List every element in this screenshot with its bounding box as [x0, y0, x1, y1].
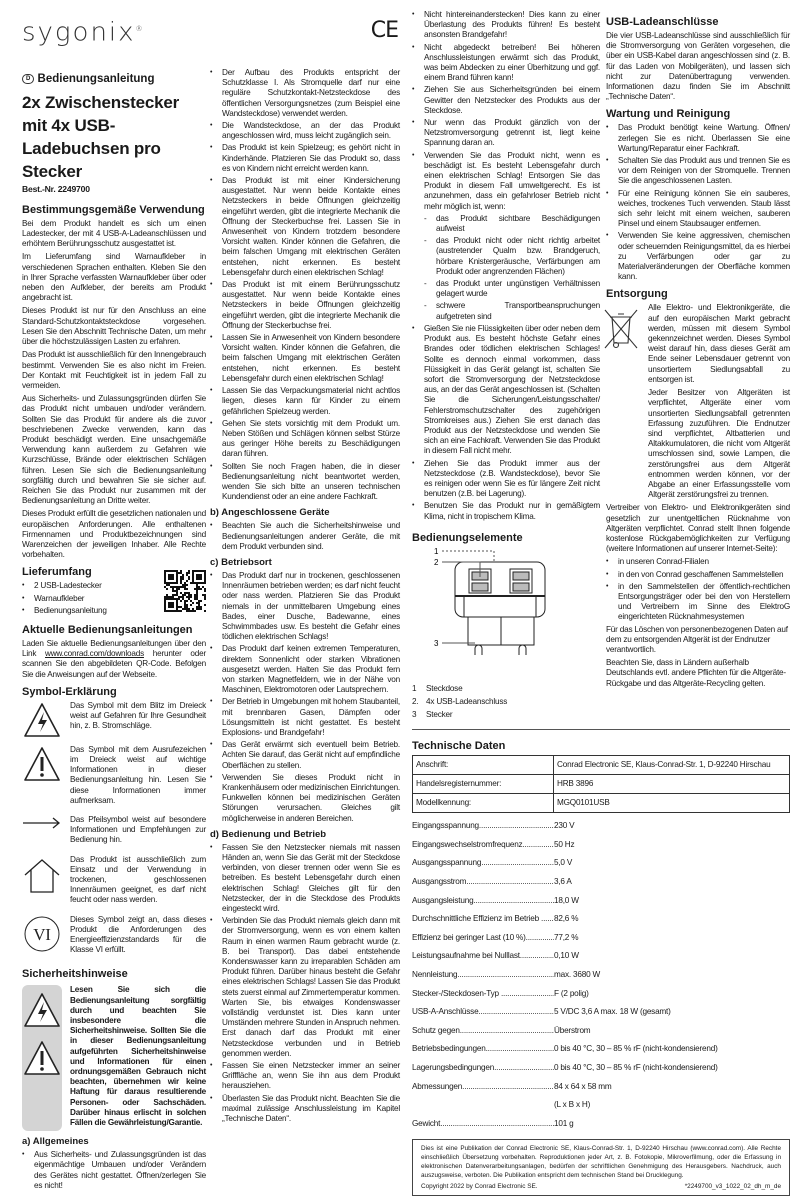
safety-item: • Das Produkt darf keinen extremen Temperaturen, direktem Sonnenlicht oder starken Vibrationen ausgesetzt werden. Halten Sie das Produkt fern von starken Magnetfeldern, wie in der Nähe von Maschinen, Elektromotoren oder Lautsprechern. [210, 644, 400, 695]
delivery-item: • Warnaufkleber [22, 594, 142, 604]
spec-label: Eingangsspannung ..... [412, 821, 554, 831]
delivery-section [22, 566, 206, 618]
table-row [413, 756, 790, 775]
warning-icon-panel [22, 985, 62, 1131]
exclamation-triangle-icon [22, 1039, 62, 1077]
order-number: Best.-Nr. 2249700 [22, 183, 90, 194]
column-2 [210, 68, 400, 1126]
table-label: Modellkennung: [413, 794, 554, 813]
symbol-row [22, 915, 206, 959]
safety-item: • Das Produkt ist mit einer Kindersicherung ausgestattet. Nur wenn beide Kontakte eines Netzsteckers in beide Öffnungen gleichzeitig eingeführt werden, gibt die integrierte Mechanik die Öffnung der Steckerbuchse frei. Lassen Sie in Anwesenheit von Kindern trotzdem besondere Vorsicht walten. Kinder können die Gefahren, die beim falschen Umgang mit elektrischen Geräten entstehen, nicht erkennen. Es besteht Lebensgefahr durch einen elektrischen Schlag! [210, 176, 400, 278]
callout-3: 3 [434, 638, 439, 648]
product-title: 2x Zwischenstecker mit 4x USB-Ladebuchsen pro Stecker [22, 92, 180, 181]
maintenance-heading: Wartung und Reinigung [606, 108, 731, 121]
safety-item: • Benutzen Sie das Produkt nur in gemäßigtem Klima, nicht in tropischem Klima. [412, 501, 600, 521]
delivery-item: • 2 USB-Ladestecker [22, 581, 142, 591]
operating-location-heading: c) Betriebsort [210, 556, 272, 568]
arrow-right-icon [22, 815, 62, 835]
spec-row [412, 947, 790, 966]
safety-item: • Verwenden Sie das Produkt nicht, wenn es beschädigt ist. Es besteht Lebensgefahr durch einen elektrischen Schlag! Entsorgen Sie das Produkt in diesem Fall umweltgerecht. Es ist anzunehmen, dass ein gefahrloser Betrieb nicht mehr möglich ist, wenn: [412, 151, 600, 212]
safety-item: • Nicht hintereinanderstecken! Dies kann zu einer Überlastung des Produkts führen! Es besteht ansonsten Brandgefahr! [412, 10, 600, 41]
legend-item [412, 684, 600, 694]
list [606, 123, 790, 282]
delivery-heading: Lieferumfang [22, 566, 92, 579]
manuals-text [22, 639, 206, 680]
symbols-section [22, 686, 206, 959]
logo-text: sygonix [22, 17, 136, 48]
legend-label: Steckdose [426, 683, 463, 693]
spec-label: Durchschnittliche Effizienz im Betrieb ..... [412, 914, 554, 924]
spec-value: 77,2 % [554, 932, 579, 942]
legend-num: 2. [412, 697, 419, 707]
spec-label: Schutz gegen ..... [412, 1026, 554, 1036]
safety-item: • Nur wenn das Produkt gänzlich von der Netzstromversorgung getrennt ist, liegt keine Spannung daran an. [412, 118, 600, 149]
spec-row [412, 1059, 790, 1078]
legend-item [412, 710, 600, 720]
safety-warning-box [22, 985, 206, 1131]
safety-item: • Fassen Sie einen Netzstecker immer an seiner Grifffläche an, wenn Sie ihn aus dem Produkt herausziehen. [210, 1061, 400, 1092]
symbol-row [22, 855, 206, 909]
usb-heading: USB-Ladeanschlüsse [606, 16, 719, 28]
delivery-item: • Bedienungsanleitung [22, 606, 142, 616]
usb-text: Die vier USB-Ladeanschlüsse sind ausschließlich für die Stromversorgung von Geräten vorgesehen, die über ein USB-Kabel daran angeschlossen sind (z. B. für das Laden von Mobilgeräten), und lassen sich nicht zur Datenübertragung verwenden. Informationen dazu finden Sie im Abschnitt „Technische Daten“. [606, 31, 790, 102]
spec-value: (L x B x H) [554, 1100, 591, 1110]
legend-label: Stecker [426, 710, 453, 720]
spec-row [412, 910, 790, 929]
list [412, 10, 600, 212]
tech-heading: Technische Daten [412, 740, 506, 752]
weee-bin-icon [602, 307, 640, 351]
safety-item: • Der Aufbau des Produkts entspricht der Schutzklasse I. Als Stromquelle darf nur eine reguläre Schutzkontakt-Netzsteckdose des öffentlichen Versorgungsnetzes (zum Beispiel eine Wandsteckdose) verwendet werden. [210, 68, 400, 119]
callout-2: 2 [434, 557, 439, 567]
safety-item: • Sollten Sie noch Fragen haben, die in dieser Bedienungsanleitung nicht beantwortet werden, wenden Sie sich bitte an unseren technischen Kundendienst oder an eine andere Fachkraft. [210, 462, 400, 503]
spec-label: Betriebsbedingungen ..... [412, 1044, 554, 1054]
condition-item: - das Produkt nicht oder nicht richtig arbeitet (austretender Qualm bzw. Brandgeruch, hörbare Knistergeräusche, Verfärbungen am Produkt oder angrenzenden Flächen) [424, 236, 600, 277]
spec-value: 50 Hz [554, 839, 575, 849]
symbol-text: Das Produkt ist ausschließlich zum Einsatz und der Verwendung in trockenen, geschlossenen Innenräumen geeignet, es darf nicht feucht oder nass werden. [70, 854, 206, 905]
maintenance-item: • Für eine Reinigung können Sie ein sauberes, weiches, trockenes Tuch verwenden. Staub lässt sich sehr leicht mit einem weichen, sauberen Pinsel und einem Staubsauger entfernen. [606, 189, 790, 230]
spec-label: Gewicht ..... [412, 1119, 554, 1129]
column-3 [412, 10, 600, 721]
table-value: MGQ0101USB [554, 794, 790, 813]
list [606, 557, 790, 622]
safety-item: • Das Produkt darf nur in trockenen, geschlossenen Innenräumen betrieben werden; es darf nicht feucht oder nass werden. Platzieren Sie das Produkt niemals in der unmittelbaren Umgebung eines Bades, einer Dusche, Badewanne, eines Schwimmbades usw. Es besteht die Gefahr eines tödlichen elektrischen Schlags! [210, 571, 400, 642]
exclamation-triangle-icon [22, 745, 62, 783]
spec-row-continued [412, 1096, 790, 1115]
copyright: Copyright 2022 by Conrad Electronic SE. [421, 1183, 538, 1191]
safety-item: • Beachten Sie auch die Sicherheitshinweise und Bedienungsanleitungen anderer Geräte, die mit dem Produkt verbunden sind. [210, 521, 400, 552]
manuals-heading: Aktuelle Bedienungsanleitungen [22, 623, 193, 636]
symbol-text: Das Symbol mit dem Ausrufezeichen im Dreieck weist auf wichtige Informationen in dieser Bedienungsanleitung hin. Lesen Sie diese Informationen immer aufmerksam. [70, 744, 206, 805]
spec-value: 230 V [554, 821, 575, 831]
tech-info-table [412, 755, 790, 813]
spec-row [412, 836, 790, 855]
safety-warning-text: Lesen Sie sich die Bedienungsanleitung sorgfältig durch und beachten Sie insbesondere die Sicherheitshinweise. Sollten Sie die in dieser Bedienungsanleitung aufgeführten Sicherheitshinweise und Informationen für einen ordnungsgemäßen Gebrauch nicht beachten, übernehmen wir keine Haftung für daraus resultierende Personen- oder Sachschäden. Darüber hinaus erlischt in solchen Fällen die Gewährleistung/Garantie. [70, 985, 206, 1128]
paragraph: Das Produkt ist ausschließlich für den Innengebrauch bestimmt. Verwenden Sie es also nicht im Freien. Der Kontakt mit Feuchtigkeit ist in jedem Fall zu vermeiden. [22, 350, 206, 390]
spec-row [412, 1115, 790, 1134]
spec-row [412, 854, 790, 873]
spec-value: 84 x 64 x 58 mm [554, 1081, 612, 1091]
safety-item: • Gehen Sie stets vorsichtig mit dem Produkt um. Neben Stößen und Schlägen können selbst Stürze aus geringer Höhe bereits zu Beschädigungen daran führen. [210, 419, 400, 460]
symbol-row [22, 745, 206, 809]
safety-item: • Ziehen Sie aus Sicherheitsgründen bei einem Gewitter den Netzstecker des Produkts aus der Steckdose. [412, 85, 600, 116]
safety-heading: Sicherheitshinweise [22, 968, 128, 981]
spec-label: USB-A-Anschlüsse ..... [412, 1007, 554, 1017]
legend-item [412, 697, 600, 707]
safety-item: • Der Betrieb in Umgebungen mit hohem Staubanteil, mit brennbaren Gasen, Dämpfen oder Lösungsmitteln ist nicht gestattet. Es besteht Explosions- und Brandgefahr! [210, 697, 400, 738]
list [210, 843, 400, 1124]
spec-row [412, 929, 790, 948]
spec-row [412, 873, 790, 892]
legend-label: 4x USB-Ladeanschluss [426, 697, 508, 707]
table-label: Anschrift: [413, 756, 554, 775]
spec-label: Stecker-/Steckdosen-Typ ..... [412, 989, 554, 999]
safety-item: • Die Wandsteckdose, an der das Produkt angeschlossen wird, muss leicht zugänglich sein. [210, 121, 400, 141]
safety-item: • Verwenden Sie dieses Produkt nicht in Krankenhäusern oder medizinischen Einrichtungen. Funkwellen können bei medizinischen Geräten Störungen verursachen. Gleiches gilt möglicherweise in anderen Bereichen. [210, 773, 400, 824]
qr-code[interactable] [164, 570, 206, 612]
connected-devices-heading: b) Angeschlossene Geräte [210, 507, 330, 519]
controls-section [412, 532, 600, 721]
spec-value: 0 bis 40 °C, 30 – 85 % rF (nicht-kondensierend) [554, 1044, 718, 1054]
safety-item: • Lassen Sie in Anwesenheit von Kindern besondere Vorsicht walten. Kinder können die Gefahren, die beim falschen Umgang mit elektrischen Geräten entstehen, nicht erkennen. Es besteht Lebensgefahr durch einen elektrischen Schlag! [210, 333, 400, 384]
table-row [413, 794, 790, 813]
doc-type-heading [22, 72, 206, 87]
spec-value: 101 g [554, 1118, 574, 1128]
footer-text: Dies ist eine Publikation der Conrad Electronic SE, Klaus-Conrad-Str. 1, D-92240 Hirschau (www.conrad.com). Alle Rechte einschließlich Übersetzung vorbehalten. Reproduktionen jeder Art, z. B. Fotokopie, Mikroverfilmung, oder die Erfassung in elektronischen Datenverarbeitungsanlagen, bedürfen der schriftlichen Genehmigung des Herausgebers. Nachdruck, auch auszugsweise, verboten. Die Publikation entspricht dem technischen Stand bei Drucklegung. [421, 1145, 781, 1180]
spec-label: Abmessungen ..... [412, 1082, 554, 1092]
product-diagram [412, 547, 600, 655]
disposal-text: Vertreiber von Elektro- und Elektronikgeräten sind gesetzlich zur unentgeltlichen Rücknahme von Altgeräten verpflichtet. Conrad stellt Ihnen folgende kostenlose Rückgabemöglichkeiten zur Verfügung (weitere Informationen auf unserer Internet-Seite): [606, 503, 790, 554]
safety-item: • Das Gerät erwärmt sich eventuell beim Betrieb. Achten Sie darauf, das Gerät nicht auf empfindliche Oberflächen zu stellen. [210, 740, 400, 771]
disposal-text: Alle Elektro- und Elektronikgeräte, die auf den europäischen Markt gebracht werden, müssen mit diesem Symbol gekennzeichnet werden. Dieses Symbol weist darauf hin, dass dieses Gerät am Ende seiner Lebensdauer getrennt von unsortiertem Siedlungsabfall zu entsorgen ist. [648, 303, 790, 384]
language-badge: D [22, 74, 34, 84]
disposal-text: Beachten Sie, dass in Ländern außerhalb Deutschlands evtl. andere Pflichten für die Altgeräte-Rückgabe und das Altgeräte-Recycling gelten. [606, 658, 786, 688]
general-heading: a) Allgemeines [22, 1136, 89, 1148]
spec-label: Nennleistung ..... [412, 970, 554, 980]
brand-row [22, 14, 398, 48]
safety-item: • Aus Sicherheits- und Zulassungsgründen ist das eigenmächtige Umbauen und/oder Verändern des Gerätes nicht gestattet. Öffnen/zerlegen Sie es nicht! [22, 1150, 206, 1191]
spec-row [412, 966, 790, 985]
callout-1: 1 [434, 546, 439, 556]
lightning-triangle-icon [22, 991, 62, 1029]
safety-item: • Das Produkt ist kein Spielzeug; es gehört nicht in Kinderhände. Platzieren Sie das Produkt so, dass es von Kindern nicht erreicht werden kann. [210, 143, 400, 174]
spec-label: Effizienz bei geringer Last (10 %) ..... [412, 933, 554, 943]
tech-data-section [412, 729, 790, 1196]
symbol-row [22, 815, 206, 849]
controls-heading: Bedienungselemente [412, 531, 523, 544]
list [22, 1150, 206, 1191]
condition-item: - das Produkt sichtbare Beschädigungen aufweist [424, 214, 600, 234]
spec-row [412, 1003, 790, 1022]
spec-label: Eingangswechselstromfrequenz ..... [412, 840, 554, 850]
list [210, 571, 400, 824]
list [22, 581, 142, 616]
condition-item: - das Produkt unter ungünstigen Verhältnissen gelagert wurde [424, 279, 600, 299]
efficiency-class-vi-icon [22, 915, 62, 953]
spec-label: Ausgangsleistung ..... [412, 896, 554, 906]
safety-item: • Lassen Sie das Verpackungsmaterial nicht achtlos liegen, dieses kann für Kinder zu einem gefährlichen Spielzeug werden. [210, 386, 400, 417]
spec-label: Leistungsaufnahme bei Nulllast ..... [412, 951, 554, 961]
vi-label: VI [33, 924, 51, 944]
safety-item: • Ziehen Sie das Produkt immer aus der Netzsteckdose (z.B. Wandsteckdose), bevor Sie es reinigen oder wenn Sie es für längere Zeit nicht benutzen (z.B. bei Lagerung). [412, 459, 600, 500]
spec-row [412, 817, 790, 836]
disposal-text: Jeder Besitzer von Altgeräten ist verpflichtet, Altgeräte einer vom unsortierten Siedlungsabfall getrennten Erfassung zuzuführen. Die Endnutzer sind verpflichtet, Altbatterien und Altakkumulatoren, die nicht vom Altgerät umschlossen sind, sowie Lampen, die zerstörungsfrei aus dem Altgerät entnommen werden können, vor der Abgabe an einer Erfassungsstelle vom Altgerät zerstörungsfrei zu trennen. [648, 388, 790, 500]
return-option: • in den Sammelstellen der öffentlich-rechtlichen Entsorgungsträger oder bei den von Herstellern und Vertreibern im Sinne des ElektroG eingerichteten Rücknahmesystemen [606, 582, 790, 623]
list [412, 324, 600, 522]
safety-item: • Verbinden Sie das Produkt niemals gleich dann mit der Stromversorgung, wenn es von einem kalten Raum in einen warmen Raum gebracht wurde (z. B. bei Transport). Das dabei entstehende Kondenswasser kann zu irreparablen Schäden am Produkt führen. Darüber hinaus besteht die Gefahr eines elektrischen Schlags! Lassen Sie das Produkt stets zuerst einmal auf Zimmertemperatur kommen. Warten Sie, bis etwaiges Kondenswasser vollständig verdunstet ist. Dies kann unter Umständen mehrere Stunden in Anspruch nehmen. Erst danach darf das Produkt mit einer Netzsteckdose verbunden und in Betrieb genommen werden. [210, 916, 400, 1059]
table-value: Conrad Electronic SE, Klaus-Conrad-Str. 1, D-92240 Hirschau [554, 756, 790, 775]
spec-row [412, 1040, 790, 1059]
return-option: • in unseren Conrad-Filialen [606, 557, 790, 567]
spec-value: 0,10 W [554, 951, 579, 961]
return-option: • in den von Conrad geschaffenen Sammelstellen [606, 570, 790, 580]
disposal-heading: Entsorgung [606, 288, 668, 301]
spec-value: 0 bis 40 °C, 30 – 85 % rF (nicht-kondensierend) [554, 1062, 718, 1072]
legend-num: 1 [412, 683, 417, 693]
lightning-triangle-icon [22, 701, 62, 739]
manuals-text-1: Laden Sie aktuelle Bedienungsanleitungen über den Link [22, 638, 206, 659]
column-4 [606, 16, 790, 692]
paragraph: Im Lieferumfang sind Warnaufkleber in verschiedenen Sprachen enthalten. Kleben Sie den in Ihrer Sprache verfassten Warnaufkleber über oder neben den Aufkleber, der bereits am Produkt angebracht ist. [22, 252, 206, 303]
spec-row [412, 891, 790, 910]
manuals-text-2: herunter oder scannen Sie den abgebildeten QR-Code. Befolgen Sie die Anweisungen auf der Webseite. [22, 649, 206, 679]
footer-bottom [421, 1182, 781, 1191]
table-value: HRB 3896 [554, 775, 790, 794]
condition-item: - schwere Transportbeanspruchungen aufgetreten sind [424, 301, 600, 321]
list [210, 521, 400, 552]
safety-item: • Überlasten Sie das Produkt nicht. Beachten Sie die maximal zulässige Anschlussleistung im Kapitel „Technische Daten“. [210, 1094, 400, 1125]
spec-value: 18,0 W [554, 895, 579, 905]
disposal-text: Für das Löschen von personenbezogenen Daten auf dem zu entsorgenden Altgerät ist der Endnutzer verantwortlich. [606, 624, 788, 654]
safety-item: • Nicht abgedeckt betreiben! Bei höheren Anschlussleistungen erwärmt sich das Produkt, was beim Abdecken zu einer Überhitzung und ggf. einem Brand führen kann! [412, 43, 600, 84]
spec-row [412, 984, 790, 1003]
paragraph: Aus Sicherheits- und Zulassungsgründen dürfen Sie das Produkt nicht umbauen und/oder verändern. Sollten Sie das Produkt für andere als die zuvor beschriebenen Zwecke verwenden, kann das Produkt beschädigt werden. Eine unsachgemäße Verwendung kann außerdem zu Gefahren wie Kurzschlüsse, Brände oder elektrischen Schlägen führen. Lesen Sie sich die Bedienungsanleitung sorgfältig durch und bewahren Sie sie sicher auf. Reichen Sie das Produkt nur zusammen mit der Bedienungsanleitung an Dritte weiter. [22, 394, 206, 506]
manuals-section [22, 624, 206, 680]
safety-item: • Gießen Sie nie Flüssigkeiten über oder neben dem Produkt aus. Es besteht höchste Gefahr eines Brandes oder tödlichen elektrischen Schlages! Sollte es dennoch einmal vorkommen, dass Flüssigkeit in das Gerät gelangt ist, schalten Sie sofort die Stromversorgung der Netzsteckdose aus, an der das Gerät angeschlossen ist. (Schalten Sie die Sicherungen/Leistungsschalter/ Fehlerstromschutzschalter des zugehörigen Stromkreises aus.) Ziehen Sie erst danach das Produkt aus der Netzsteckdose und wenden Sie sich an eine Fachkraft. Verwenden Sie das Produkt in diesem Fall nicht mehr. [412, 324, 600, 457]
spec-value: 5,0 V [554, 858, 573, 868]
symbols-heading: Symbol-Erklärung [22, 685, 117, 698]
downloads-link[interactable]: www.conrad.com/downloads [45, 649, 144, 659]
intended-use-heading: Bestimmungsgemäße Verwendung [22, 203, 205, 216]
operation-heading: d) Bedienung und Betrieb [210, 828, 327, 840]
sygonix-logo: sygonix® [22, 17, 145, 48]
paragraph: Dieses Produkt erfüllt die gesetzlichen nationalen und europäischen Anforderungen. Alle enthaltenen Firmennamen und Produktbezeichnungen sind Warenzeichen der jeweiligen Inhaber. Alle Rechte vorbehalten. [22, 509, 207, 560]
safety-section [22, 968, 206, 1191]
list [22, 219, 206, 561]
spec-list [412, 817, 790, 1133]
spec-value: 5 V/DC 3,6 A max. 18 W (gesamt) [554, 1007, 671, 1017]
indoor-house-icon [22, 855, 62, 895]
maintenance-item: • Schalten Sie das Produkt aus und trennen Sie es vor dem Reinigen von der Stromquelle. Trennen Sie die angeschlossenen Lasten. [606, 156, 790, 187]
spec-value: F (2 polig) [554, 988, 589, 998]
spec-label: Ausgangsstrom ..... [412, 877, 554, 887]
symbol-text: Das Pfeilsymbol weist auf besondere Informationen und Empfehlungen zur Bedienung hin. [70, 815, 206, 845]
paragraph: Dieses Produkt ist nur für den Anschluss an eine Standard-Schutzkontaktsteckdose vorgesehen. Lesen Sie den Abschnitt Technische Daten, um mehr über die höchstzulässigen Lasten zu erfahren. [22, 306, 206, 347]
spec-value: max. 3680 W [554, 969, 601, 979]
list [424, 214, 600, 322]
spec-row [412, 1022, 790, 1041]
spec-value: Überstrom [554, 1025, 591, 1035]
spec-row [412, 1077, 790, 1096]
ce-mark: CE [370, 17, 398, 43]
doc-type: Bedienungsanleitung [37, 72, 155, 85]
publisher-footer [412, 1139, 790, 1196]
legend-num: 3 [412, 710, 417, 720]
list [210, 68, 400, 502]
safety-item: • Fassen Sie den Netzstecker niemals mit nassen Händen an, wenn Sie das Gerät mit der Steckdose verbinden, von dieser trennen oder wenn Sie es betreiben. Es besteht Lebensgefahr durch einen elektrischen Schlag! Gleiches gilt für den Netzstecker, der in die Steckdose des Produkts eingesteckt wird. [210, 843, 400, 914]
spec-value: 82,6 % [554, 914, 579, 924]
symbol-text: Dieses Symbol zeigt an, dass dieses Produkt die Anforderungen des Energieeffizienzstandards für die Klasse VI erfüllt. [70, 914, 206, 955]
safety-item: • Das Produkt ist mit einem Berührungsschutz ausgestattet. Nur wenn beide Kontakte eines Netzsteckers in beide Öffnungen gleichzeitig eingeführt werden, gibt die integrierte Mechanik die Öffnung der Steckerbuchse frei. [210, 280, 400, 331]
spec-value: 3,6 A [554, 876, 572, 886]
maintenance-item: • Das Produkt benötigt keine Wartung. Öffnen/ zerlegen Sie es nicht. Überlassen Sie eine Wartung/Reparatur einer Fachkraft. [606, 123, 790, 154]
doc-code: *2249700_v3_1022_02_dh_m_de [684, 1183, 781, 1191]
paragraph: Bei dem Produkt handelt es sich um einen Ladestecker, der mit 4 USB-A-Ladeanschlüssen und erhöhtem Berührungsschutz ausgestattet ist. [22, 218, 206, 249]
table-label: Handelsregisternummer: [413, 775, 554, 794]
table-row [413, 775, 790, 794]
symbol-text: Das Symbol mit dem Blitz im Dreieck weist auf Gefahren für Ihre Gesundheit hin, z. B. Stromschläge. [70, 700, 206, 731]
spec-label: Lagerungsbedingungen ..... [412, 1063, 554, 1073]
maintenance-item: • Verwenden Sie keine aggressiven, chemischen oder scheuernden Reinigungsmittel, da es hierbei zu Verfärbungen oder gar zu Materialveränderungen der Oberfläche kommen kann. [606, 231, 790, 282]
controls-legend [412, 684, 600, 721]
symbol-row [22, 701, 206, 739]
spec-label: Ausgangsspannung ..... [412, 858, 554, 868]
disposal-section [606, 288, 790, 688]
